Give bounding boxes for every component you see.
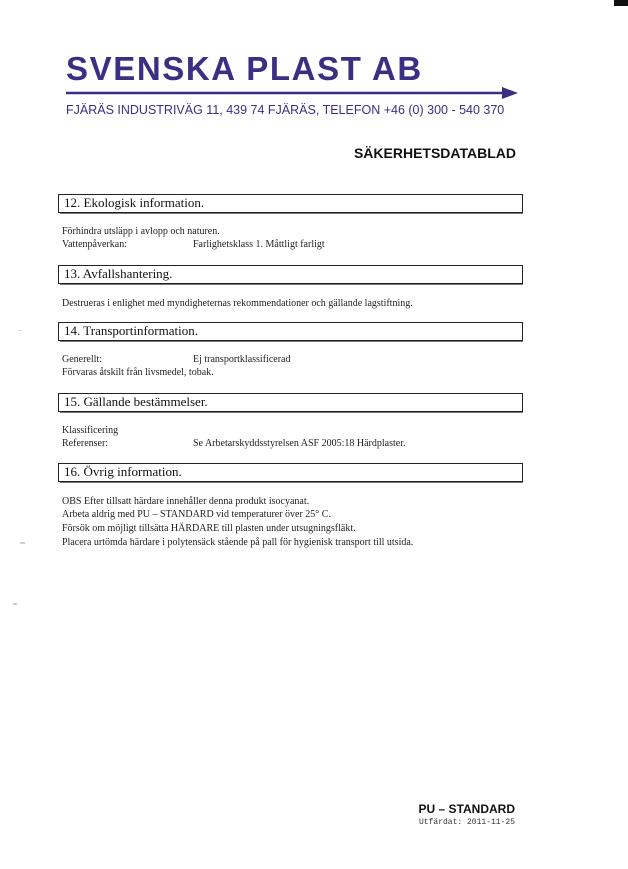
s16-line-1: OBS Efter tillsatt härdare innehåller denna produkt isocyanat. bbox=[62, 496, 310, 507]
s15-ref-value: Se Arbetarskyddsstyrelsen ASF 2005:18 Härdplaster. bbox=[193, 438, 406, 449]
s14-line-2: Förvaras åtskilt från livsmedel, tobak. bbox=[62, 367, 214, 378]
s14-general-label: Generellt: bbox=[62, 354, 102, 365]
section-13-divider bbox=[60, 284, 523, 285]
s12-water-value: Farlighetsklass 1. Måttligt farligt bbox=[193, 239, 325, 250]
footer-issue-date: Utfärdat: 2011-11-25 bbox=[418, 818, 515, 827]
s13-line-1: Destrueras i enlighet med myndigheternas rekommendationer och gällande lagstiftning. bbox=[62, 298, 413, 309]
logo-arrow-icon bbox=[66, 86, 518, 100]
section-14-header bbox=[58, 322, 523, 341]
s12-water-label: Vattenpåverkan: bbox=[62, 239, 127, 250]
section-15-divider bbox=[60, 412, 523, 413]
s15-ref-label: Referenser: bbox=[62, 438, 109, 449]
section-15-title: 15. Gällande bestämmelser. bbox=[64, 394, 208, 409]
section-12-header bbox=[58, 194, 523, 213]
company-logo bbox=[66, 50, 518, 102]
s16-line-4: Placera urtömda härdare i polytensäck stående på pall för hygienisk transport till utsida. bbox=[62, 537, 414, 548]
section-12-divider bbox=[60, 213, 523, 214]
company-address: FJÄRÄS INDUSTRIVÄG 11, 439 74 FJÄRÄS, TELEFON +46 (0) 300 - 540 370 bbox=[66, 103, 505, 117]
section-14-divider bbox=[60, 341, 523, 342]
s16-line-2: Arbeta aldrig med PU – STANDARD vid temperaturer över 25° C. bbox=[62, 509, 331, 520]
section-16-divider bbox=[60, 482, 523, 483]
s15-line-1: Klassificering bbox=[62, 425, 119, 436]
section-13-header bbox=[58, 265, 523, 284]
section-13-title: 13. Avfallshantering. bbox=[64, 266, 173, 281]
s14-general-value: Ej transportklassificerad bbox=[193, 354, 291, 365]
section-16-title: 16. Övrig information. bbox=[64, 464, 182, 479]
s12-line-1: Förhindra utsläpp i avlopp och naturen. bbox=[62, 226, 220, 237]
document-title: SÄKERHETSDATABLAD bbox=[353, 145, 516, 161]
scan-speck bbox=[20, 542, 25, 544]
scan-speck bbox=[18, 330, 21, 331]
section-12-title: 12. Ekologisk information. bbox=[64, 195, 205, 210]
section-14-title: 14. Transportinformation. bbox=[64, 323, 198, 338]
s16-line-3: Försök om möjligt tillsätta HÄRDARE till plasten under utsugningsfläkt. bbox=[62, 523, 356, 534]
section-16-header bbox=[58, 463, 523, 482]
scan-corner-mark bbox=[614, 0, 628, 6]
scan-speck bbox=[13, 603, 17, 605]
footer-product-name: PU – STANDARD bbox=[418, 802, 515, 816]
section-15-header bbox=[58, 393, 523, 412]
company-name: SVENSKA PLAST AB bbox=[66, 50, 423, 87]
